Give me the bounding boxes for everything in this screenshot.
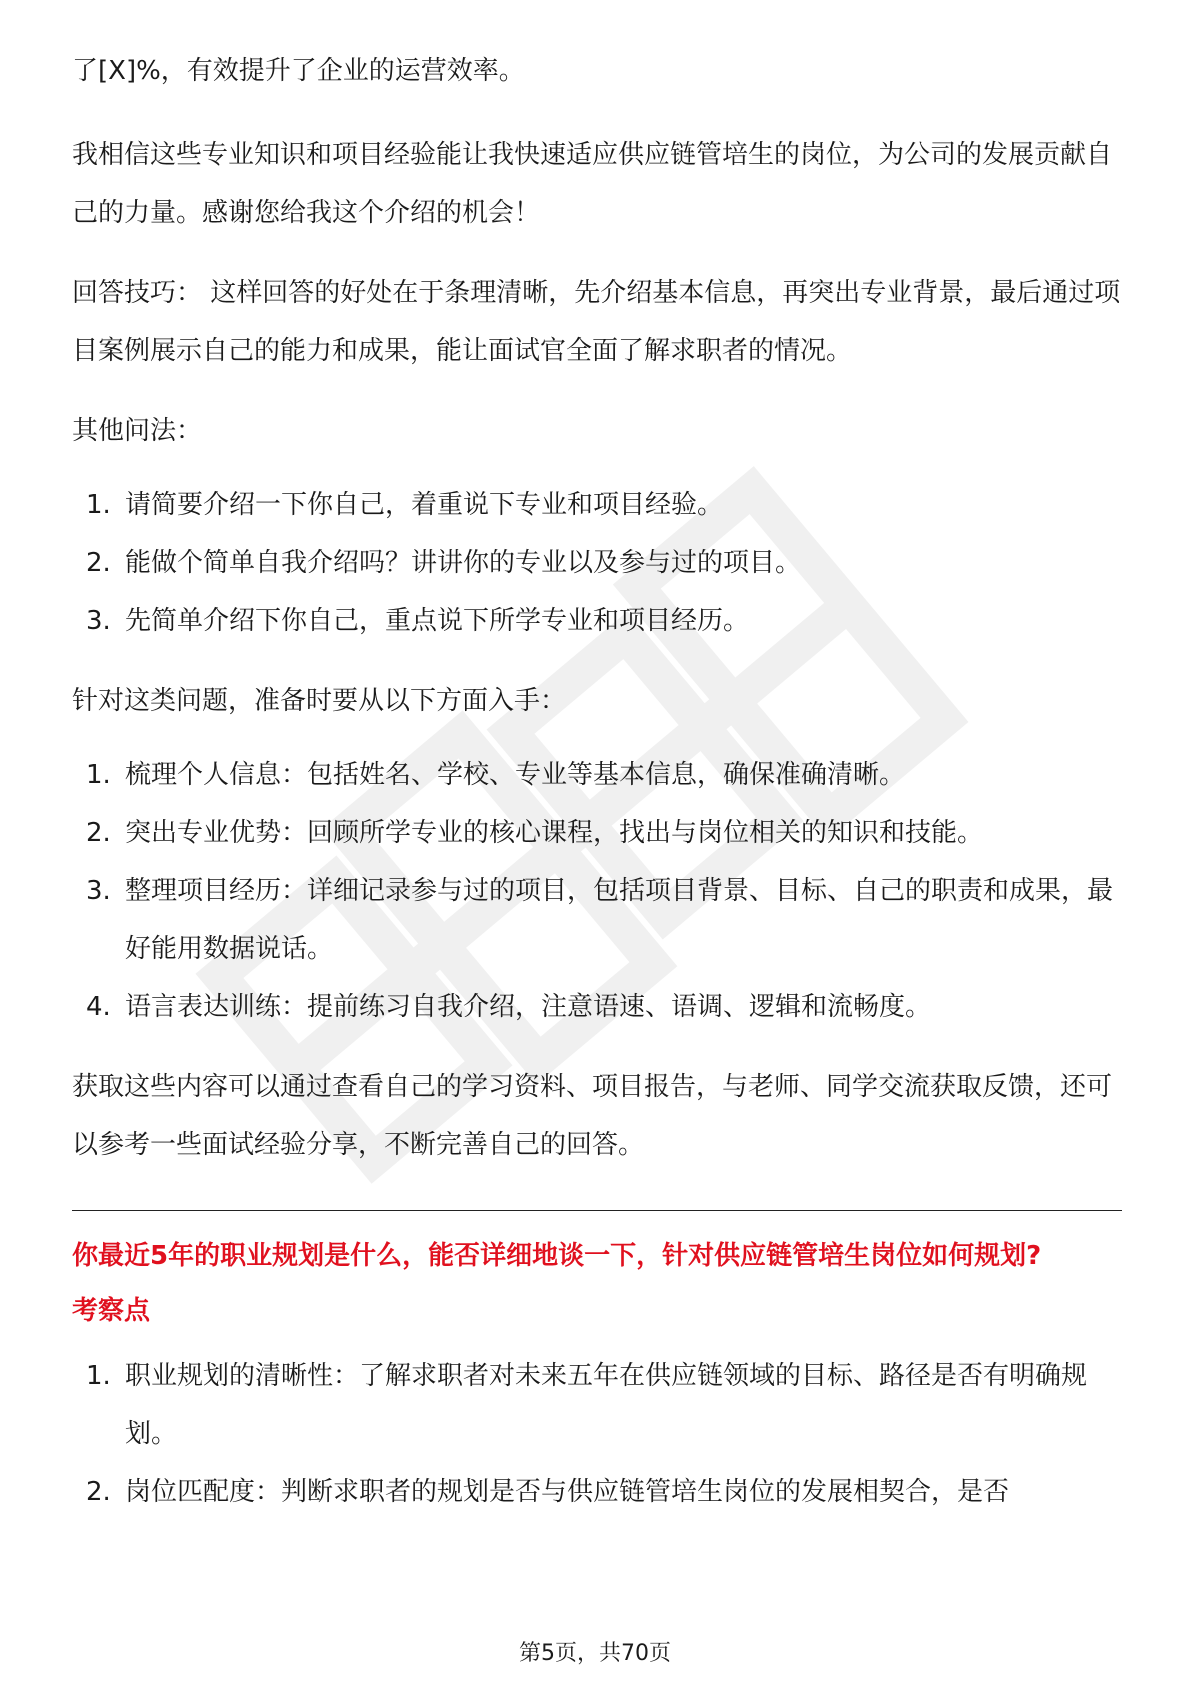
- list-number: 2.: [86, 548, 111, 578]
- paragraph-resources: 获取这些内容可以通过查看自己的学习资料、项目报告，与老师、同学交流获取反馈，还可以参考一些面试经验分享，不断完善自己的回答。: [72, 1072, 1113, 1160]
- list-item: [72, 476, 1122, 534]
- list-item-text: 整理项目经历：详细记录参与过的项目，包括项目背景、目标、自己的职责和成果，最好能用数据说话。: [125, 876, 1114, 964]
- list-item: [72, 862, 1122, 978]
- prep-steps-list: [72, 746, 1122, 1036]
- paragraph-closing: 我相信这些专业知识和项目经验能让我快速适应供应链管培生的岗位，为公司的发展贡献自己的力量。感谢您给我这个介绍的机会！: [72, 140, 1113, 228]
- other-questions-list: [72, 476, 1122, 650]
- list-number: 3.: [86, 876, 111, 906]
- list-item: [72, 746, 1122, 804]
- paragraph-other-questions-heading: 其他问法：: [72, 416, 203, 446]
- list-number: 1.: [86, 1361, 111, 1391]
- list-item-text: 语言表达训练：提前练习自我介绍，注意语速、语调、逻辑和流畅度。: [125, 992, 932, 1022]
- list-number: 4.: [86, 992, 111, 1022]
- list-number: 2.: [86, 1477, 111, 1507]
- section-divider: [72, 1210, 1122, 1211]
- main-content: [72, 42, 1122, 1521]
- list-item-text: 先简单介绍下你自己，重点说下所学专业和项目经历。: [125, 606, 750, 636]
- list-item-text: 能做个简单自我介绍吗？讲讲你的专业以及参与过的项目。: [125, 548, 802, 578]
- list-number: 2.: [86, 818, 111, 848]
- paragraph-prep-heading: 针对这类问题，准备时要从以下方面入手：: [72, 686, 567, 716]
- list-item: [72, 592, 1122, 650]
- list-item: [72, 804, 1122, 862]
- list-item-text: 梳理个人信息：包括姓名、学校、专业等基本信息，确保准确清晰。: [125, 760, 906, 790]
- list-item: [72, 1347, 1122, 1463]
- paragraph-result: 了[X]%，有效提升了企业的运营效率。: [72, 56, 525, 86]
- question-heading: 你最近5年的职业规划是什么，能否详细地谈一下，针对供应链管培生岗位如何规划?: [72, 1241, 1042, 1271]
- page-footer: 第5页，共70页: [519, 1641, 671, 1666]
- list-number: 1.: [86, 760, 111, 790]
- list-item: [72, 534, 1122, 592]
- list-item-text: 职业规划的清晰性：了解求职者对未来五年在供应链领域的目标、路径是否有明确规划。: [125, 1361, 1088, 1449]
- paragraph-answer-tip: 回答技巧： 这样回答的好处在于条理清晰，先介绍基本信息，再突出专业背景，最后通过项目案例展示自己的能力和成果，能让面试官全面了解求职者的情况。: [72, 278, 1121, 366]
- list-item-text: 请简要介绍一下你自己，着重说下专业和项目经验。: [125, 490, 724, 520]
- list-number: 1.: [86, 490, 111, 520]
- list-item-text: 突出专业优势：回顾所学专业的核心课程，找出与岗位相关的知识和技能。: [125, 818, 984, 848]
- list-item-text: 岗位匹配度：判断求职者的规划是否与供应链管培生岗位的发展相契合，是否: [125, 1477, 1010, 1507]
- list-item: [72, 978, 1122, 1036]
- list-item: [72, 1463, 1122, 1521]
- list-number: 3.: [86, 606, 111, 636]
- subheading-assessment-points: 考察点: [72, 1296, 151, 1326]
- assessment-points-list: [72, 1347, 1122, 1521]
